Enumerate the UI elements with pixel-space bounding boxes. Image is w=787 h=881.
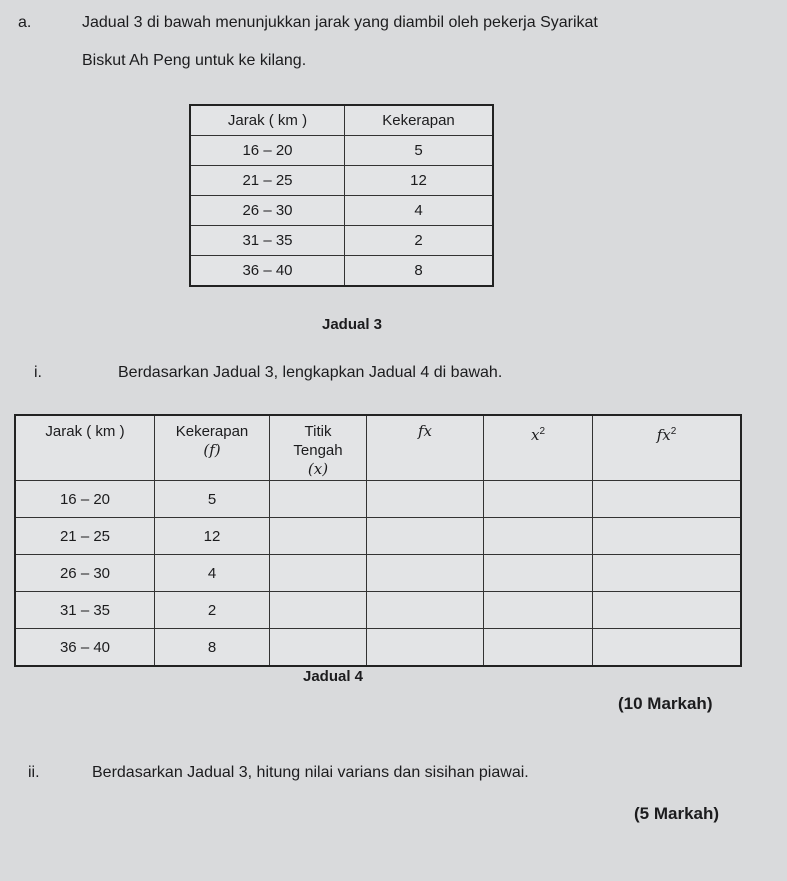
table-4-caption: Jadual 4 [303, 668, 364, 685]
table-4-cell-jarak: 21 – 25 [15, 518, 155, 555]
table-3-cell-jarak: 26 – 30 [190, 196, 345, 226]
part-i-label: i. [34, 364, 42, 381]
table-4-cell-blank[interactable] [484, 592, 593, 629]
table-3-header-row [190, 105, 493, 136]
table-4-cell-blank[interactable] [270, 518, 367, 555]
table-4-header-titik-symbol: (x) [307, 460, 329, 478]
part-i-text: Berdasarkan Jadual 3, lengkapkan Jadual 4 di bawah. [118, 364, 503, 381]
table-4-cell-blank[interactable] [270, 555, 367, 592]
table-4-cell-jarak: 26 – 30 [15, 555, 155, 592]
table-4-cell-blank[interactable] [367, 518, 484, 555]
part-ii-label: ii. [28, 764, 40, 781]
table-row [15, 592, 741, 629]
table-3 [189, 104, 494, 287]
table-4-header-fx-text: fx [417, 422, 432, 440]
question-a-line2: Biskut Ah Peng untuk ke kilang. [82, 52, 307, 69]
table-row [15, 518, 741, 555]
table-4-cell-blank[interactable] [367, 629, 484, 667]
table-4-header-titik-tengah [270, 415, 367, 481]
question-a-label: a. [18, 14, 32, 31]
table-3-cell-jarak: 31 – 35 [190, 226, 345, 256]
table-row [15, 481, 741, 518]
table-4-cell-blank[interactable] [484, 518, 593, 555]
table-4-header-kekerapan-symbol: (f) [203, 441, 221, 459]
table-row [15, 555, 741, 592]
table-3-cell-jarak: 36 – 40 [190, 256, 345, 287]
table-4-header-x2-base: x [530, 426, 540, 444]
table-4-cell-blank[interactable] [367, 592, 484, 629]
table-3-header-kekerapan: Kekerapan [345, 105, 494, 136]
table-row [190, 166, 493, 196]
table-4-cell-jarak: 36 – 40 [15, 629, 155, 667]
table-4-cell-blank[interactable] [270, 481, 367, 518]
table-4-header-x2 [484, 415, 593, 481]
table-3-cell-jarak: 16 – 20 [190, 136, 345, 166]
table-4-cell-blank[interactable] [484, 555, 593, 592]
table-4-header-fx2-base: fx [656, 426, 671, 444]
table-4-header-jarak [15, 415, 155, 481]
table-4-cell-blank[interactable] [593, 629, 742, 667]
table-4-header-fx2 [593, 415, 742, 481]
table-4-cell-blank[interactable] [593, 518, 742, 555]
table-3-cell-kekerapan: 4 [345, 196, 494, 226]
table-3-cell-kekerapan: 2 [345, 226, 494, 256]
table-4-cell-blank[interactable] [593, 481, 742, 518]
table-3-caption: Jadual 3 [322, 316, 383, 333]
table-4-header-titik-text: Titik [304, 423, 332, 440]
table-4-cell-blank[interactable] [484, 629, 593, 667]
table-4-header-kekerapan-text: Kekerapan [175, 423, 249, 440]
table-4-header-row [15, 415, 741, 481]
table-4-header-kekerapan [155, 415, 270, 481]
table-4-header-fx [367, 415, 484, 481]
table-4-cell-blank[interactable] [367, 555, 484, 592]
table-4-cell-blank[interactable] [593, 555, 742, 592]
table-4-cell-jarak: 31 – 35 [15, 592, 155, 629]
table-row [190, 136, 493, 166]
table-3-header-jarak: Jarak ( km ) [190, 105, 345, 136]
table-4 [14, 414, 742, 667]
table-4-cell-blank[interactable] [270, 629, 367, 667]
question-a-line1: Jadual 3 di bawah menunjukkan jarak yang diambil oleh pekerja Syarikat [82, 14, 598, 31]
table-4-cell-blank[interactable] [270, 592, 367, 629]
table-4-cell-blank[interactable] [593, 592, 742, 629]
table-4-header-tengah-text: Tengah [293, 442, 343, 459]
part-i-marks: (10 Markah) [618, 694, 713, 713]
part-ii-text: Berdasarkan Jadual 3, hitung nilai varians dan sisihan piawai. [92, 764, 529, 781]
table-3-cell-jarak: 21 – 25 [190, 166, 345, 196]
table-4-cell-kekerapan: 4 [155, 555, 270, 592]
table-3-cell-kekerapan: 5 [345, 136, 494, 166]
table-4-cell-blank[interactable] [367, 481, 484, 518]
table-4-header-fx2-exponent: 2 [670, 426, 677, 437]
table-4-header-jarak-text: Jarak ( km ) [45, 423, 125, 440]
table-row [190, 226, 493, 256]
table-4-cell-kekerapan: 8 [155, 629, 270, 667]
table-4-cell-kekerapan: 5 [155, 481, 270, 518]
table-row [15, 629, 741, 667]
table-3-cell-kekerapan: 12 [345, 166, 494, 196]
table-3-cell-kekerapan: 8 [345, 256, 494, 287]
table-4-cell-blank[interactable] [484, 481, 593, 518]
table-4-header-x2-exponent: 2 [539, 426, 546, 437]
table-row [190, 256, 493, 287]
table-4-cell-kekerapan: 2 [155, 592, 270, 629]
part-ii-marks: (5 Markah) [634, 804, 720, 823]
table-4-cell-jarak: 16 – 20 [15, 481, 155, 518]
table-4-cell-kekerapan: 12 [155, 518, 270, 555]
table-row [190, 196, 493, 226]
